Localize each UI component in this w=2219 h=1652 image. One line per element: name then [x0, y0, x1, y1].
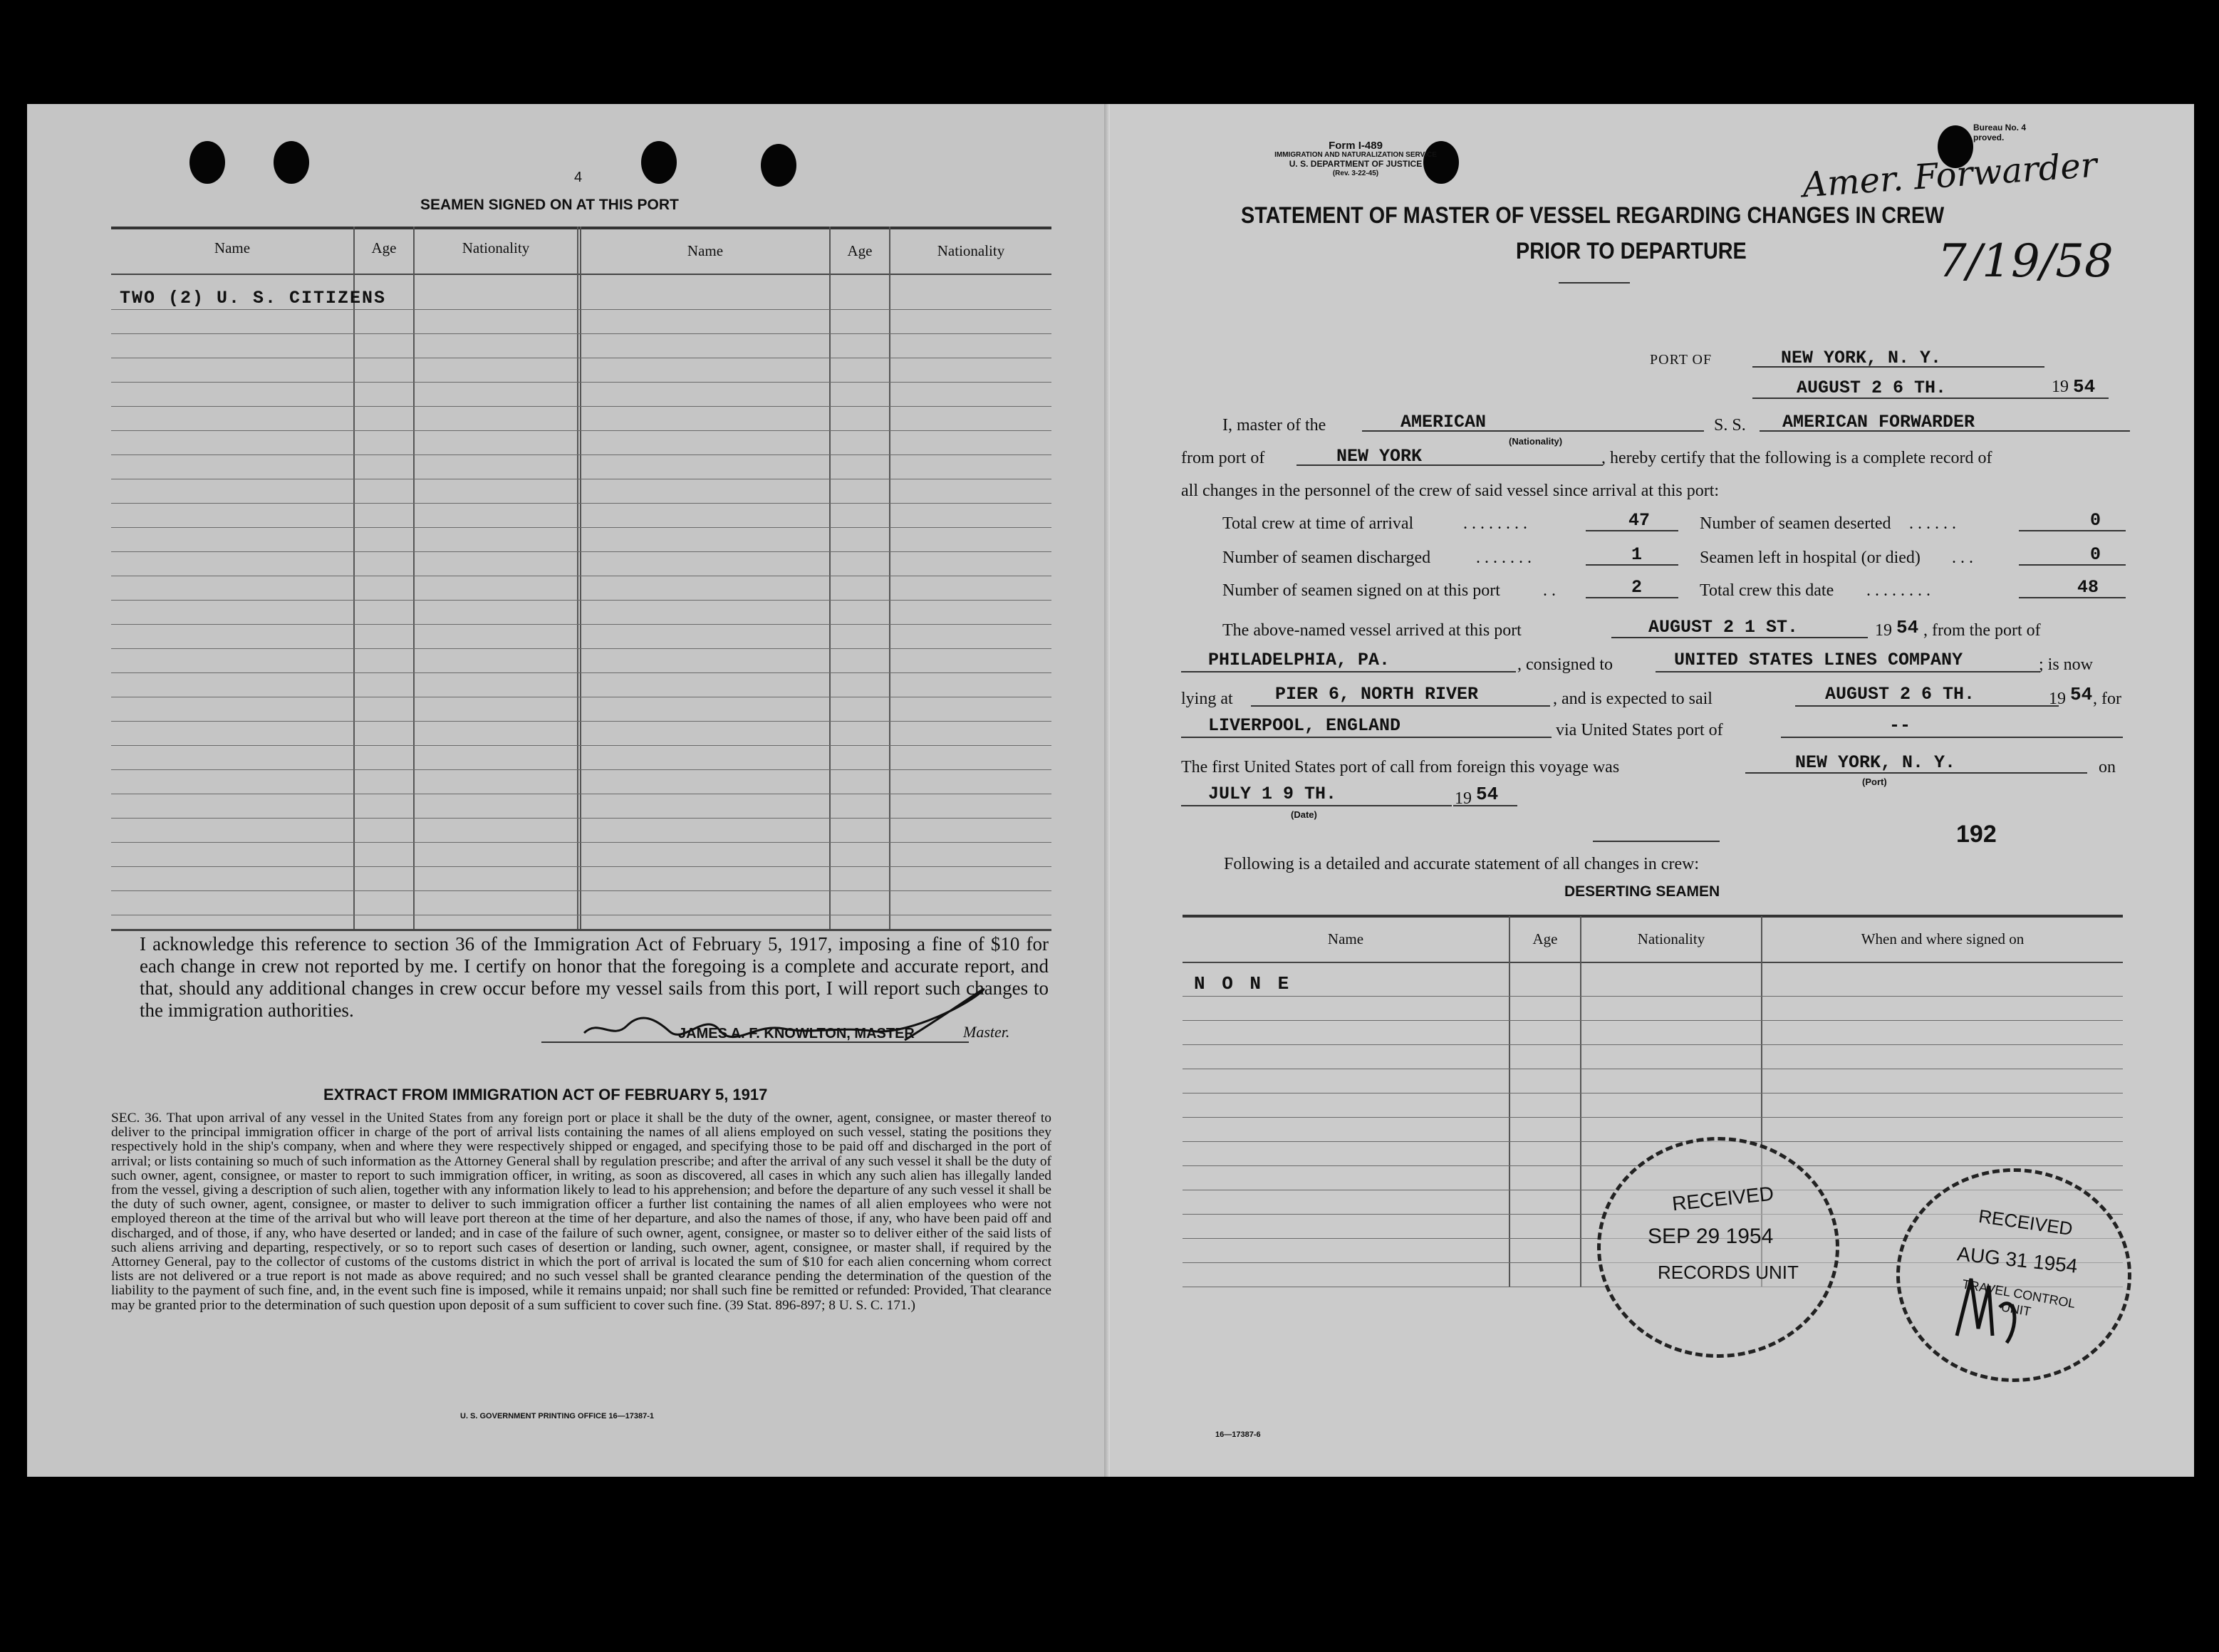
nationality-caption: (Nationality) [1509, 436, 1563, 447]
handwritten-vessel-name: Amer. Forwarder [1801, 145, 2099, 206]
column-header: Nationality [1637, 930, 1705, 947]
certify-text: , hereby certify that the following is a complete record of [1601, 449, 1992, 467]
form-subtitle: PRIOR TO DEPARTURE [1516, 238, 1747, 264]
via-value: -- [1889, 715, 1911, 736]
first-port-label: The first United States port of call from foreign this voyage was [1181, 758, 1620, 776]
punch-hole [761, 144, 796, 187]
stamp-received: RECEIVED [1977, 1205, 2074, 1240]
column-header: Age [1532, 930, 1558, 947]
port-label: PORT OF [1650, 352, 1713, 368]
stamp-initials [1950, 1264, 2028, 1350]
changes-text: all changes in the personnel of the crew of said vessel since arrival at this port: [1181, 482, 1720, 500]
berth: PIER 6, NORTH RIVER [1275, 684, 1479, 705]
deserted-label: Number of seamen deserted [1700, 514, 1891, 533]
year-prefix: 19 [1455, 789, 1472, 808]
via-label: via United States port of [1556, 721, 1723, 739]
origin-port: PHILADELPHIA, PA. [1208, 650, 1391, 670]
signer-name: JAMES A. F. KNOWLTON, MASTER [678, 1026, 915, 1041]
stamp-unit: RECORDS UNIT [1658, 1262, 1799, 1283]
form-number: Form I-489 [1329, 140, 1383, 152]
discharged-label: Number of seamen discharged [1222, 549, 1431, 567]
consigned-label: , consigned to [1517, 655, 1613, 674]
arrived-year: 54 [1896, 617, 1919, 638]
deserted-value: 0 [2090, 510, 2101, 531]
form-title: STATEMENT OF MASTER OF VESSEL REGARDING CHANGES IN CREW [1241, 202, 1945, 228]
discharged-value: 1 [1631, 544, 1643, 565]
year-prefix: 19 [2052, 378, 2069, 396]
footer-code: 16—17387-6 [1215, 1430, 1261, 1439]
sail-year: 54 [2070, 684, 2093, 705]
stamp-received: RECEIVED [1670, 1182, 1775, 1215]
column-header: Age [847, 242, 873, 259]
stamp-number: 192 [1956, 821, 1997, 848]
stamp-date: SEP 29 1954 [1648, 1225, 1774, 1248]
for-label: , for [2093, 690, 2121, 708]
first-port-value: NEW YORK, N. Y. [1795, 752, 1956, 773]
vessel-name: AMERICAN FORWARDER [1782, 412, 1975, 432]
first-port-date: JULY 1 9 TH. [1208, 784, 1337, 804]
signed-on-value: 2 [1631, 577, 1643, 598]
master-label: I, master of the [1222, 416, 1326, 435]
port-value: NEW YORK, N. Y. [1781, 348, 1942, 368]
agency-line: IMMIGRATION AND NATURALIZATION SERVICE [1274, 151, 1437, 159]
nationality-value: AMERICAN [1400, 412, 1487, 432]
column-header: Name [1327, 930, 1364, 947]
deserting-title: DESERTING SEAMEN [1564, 883, 1720, 900]
first-port-year: 54 [1476, 784, 1499, 805]
consignee: UNITED STATES LINES COMPANY [1674, 650, 1963, 670]
column-header: Age [371, 239, 397, 256]
lying-label: lying at [1181, 690, 1233, 708]
destination: LIVERPOOL, ENGLAND [1208, 715, 1401, 736]
budget-line: Bureau No. 4 [1973, 123, 2027, 133]
printing-office: U. S. GOVERNMENT PRINTING OFFICE 16—17387-1 [460, 1412, 655, 1420]
budget-bureau [1973, 123, 2026, 142]
punch-hole [274, 141, 309, 184]
statement-year: 54 [2073, 376, 2096, 398]
from-the-port-label: , from the port of [1923, 621, 2041, 640]
total-crew-value: 48 [2077, 577, 2099, 598]
is-now-label: ; is now [2039, 655, 2094, 674]
total-crew-label: Total crew this date [1700, 581, 1834, 600]
following-text: Following is a detailed and accurate statement of all changes in crew: [1224, 855, 1700, 873]
statement-date: AUGUST 2 6 TH. [1797, 378, 1947, 398]
expected-label: , and is expected to sail [1553, 690, 1713, 708]
from-port-value: NEW YORK [1336, 446, 1423, 467]
port-caption: (Port) [1862, 776, 1887, 787]
stamp-date: AUG 31 1954 [1955, 1242, 2079, 1277]
column-header: Nationality [462, 239, 530, 256]
punch-hole [641, 141, 677, 184]
arrived-label: The above-named vessel arrived at this port [1222, 621, 1522, 640]
from-port-label: from port of [1181, 449, 1265, 467]
received-stamp-travel [1896, 1168, 2131, 1382]
column-header: Name [687, 242, 724, 259]
page-number: 4 [574, 170, 583, 185]
form-header [1274, 141, 1438, 178]
ss-label: S. S. [1714, 416, 1746, 435]
extract-title: EXTRACT FROM IMMIGRATION ACT OF FEBRUARY 5, 1917 [323, 1086, 768, 1103]
column-header: Name [214, 239, 251, 256]
stamp-unit: TRAVEL CONTROL UNIT [1960, 1277, 2077, 1319]
date-caption: (Date) [1291, 809, 1317, 820]
hospital-label: Seamen left in hospital (or died) [1700, 549, 1921, 567]
crew-arrival-label: Total crew at time of arrival [1222, 514, 1414, 533]
revision-line: (Rev. 3-22-45) [1332, 170, 1379, 177]
table-row: TWO (2) U. S. CITIZENS [120, 288, 387, 308]
budget-line: proved. [1973, 133, 2005, 142]
received-stamp-records [1597, 1137, 1839, 1358]
table-row: N O N E [1194, 973, 1292, 994]
department-line: U. S. DEPARTMENT OF JUSTICE [1289, 159, 1423, 169]
column-header: Nationality [937, 242, 1005, 259]
column-header: When and where signed on [1861, 930, 2025, 947]
year-prefix: 19 [2049, 690, 2066, 708]
signed-on-label: Number of seamen signed on at this port [1222, 581, 1500, 600]
signer-role: Master. [963, 1023, 1010, 1041]
handwritten-date: 7/19/58 [1938, 235, 2114, 288]
statute-text: SEC. 36. That upon arrival of any vessel in the United States from any foreign port or place it shall be the duty of the owner, agent, consignee, or master thereof to deliver to the principal immigration officer in charge of the port of arrival lists containing the names of all aliens employed on such vessel, stating the positions they respectively hold in the ship's company, when and where they were respectively shipped or engaged, and specifying those to be paid off and discharged in the port of arrival; or lists containing so much of such information as the Attorney General shall by regulation prescribe; and after the arrival of any such vessel it shall be the duty of such owner, agent, consignee, or master to report to such immigration officer, in writing, as soon as discovered, all cases in which any such alien has illegally landed from the vessel, giving a description of such alien, together with any information likely to lead to his apprehension; and before the departure of any such vessel it shall be the duty of such owner, agent, consignee, or master to deliver to such immigration officer a further list containing the names of all alien employees who were not employed thereon at the time of the arrival but who will leave port thereon at the time of her departure, and also the names of those, if any, who have been paid off and discharged, and of those, if any, who have deserted or landed; and in case of the failure of such owner, agent, consignee, or master so to deliver either of the said lists of such aliens arriving and departing, respectively, or so to report such cases of desertion or landing, such owner, agent, consignee, or master shall, if required by the Attorney General, pay to the collector of customs of the customs district in which the port of arrival is located the sum of $10 for each alien concerning whom correct lists are not delivered or a true report is not made as above required; and no such vessel shall be granted clearance pending the determination of the question of the liability to the payment of such fine, and, in the event such fine is imposed, while it remains unpaid; nor shall such fine be remitted or refunded: Provided, That clearance may be granted prior to the determination of such question upon deposit of a sum sufficient to cover such fine. (39 Stat. 896-897; 8 U. S. C. 171.) [111, 1111, 1051, 1313]
hospital-value: 0 [2090, 544, 2101, 565]
year-prefix: 19 [1875, 621, 1892, 640]
punch-hole [189, 141, 225, 184]
acknowledgement-text: I acknowledge this reference to section 36 of the Immigration Act of February 5, 1917, imposing a fine of $10 for each change in crew not reported by me. I certify on honor that the foregoing is a complete and accurate report, and that, should any additional changes in crew occur before my vessel sails from this port, I will report such changes to the immigration authorities. [140, 933, 1049, 1021]
sail-date: AUGUST 2 6 TH. [1825, 684, 1975, 705]
seamen-table-title: SEAMEN SIGNED ON AT THIS PORT [420, 197, 679, 213]
on-label: on [2099, 758, 2116, 776]
arrived-date: AUGUST 2 1 ST. [1648, 617, 1799, 638]
crew-arrival-value: 47 [1628, 510, 1651, 531]
